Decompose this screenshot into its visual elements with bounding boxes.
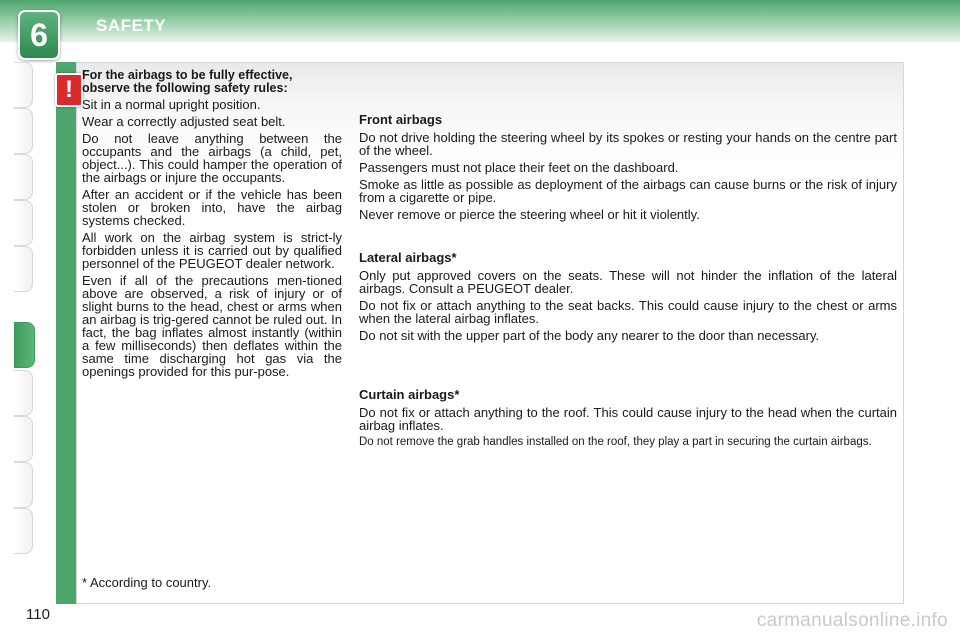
safety-rules-column xyxy=(82,69,342,382)
page-title: SAFETY xyxy=(96,16,167,35)
section-accent-strip xyxy=(56,62,76,604)
rule-paragraph: All work on the airbag system is strict-ly forbidden unless it is carried out by qualified personnel of the PEUGEOT dealer network. xyxy=(82,230,342,271)
side-tab-8[interactable] xyxy=(14,416,33,462)
rule-paragraph: After an accident or if the vehicle has been stolen or broken into, have the airbag systems checked. xyxy=(82,187,342,228)
side-tab-2[interactable] xyxy=(14,108,33,154)
front-airbags-section xyxy=(359,113,897,225)
front-airbags-paragraph: Do not drive holding the steering wheel by its spokes or resting your hands on the centre part of the wheel. xyxy=(359,130,897,158)
warning-icon: ! xyxy=(55,73,83,107)
front-airbags-paragraph: Passengers must not place their feet on the dashboard. xyxy=(359,160,679,175)
curtain-airbags-heading: Curtain airbags* xyxy=(359,387,460,402)
lateral-airbags-section xyxy=(359,251,897,346)
rule-paragraph: Wear a correctly adjusted seat belt. xyxy=(82,114,286,129)
rule-paragraph: Even if all of the precautions men-tioned above are observed, a risk of injury or of slight burns to the head, chest or arms when an airbag is trig-gered cannot be ruled out. In fact, the bag inflates almost instantly (within a few milliseconds) then deflates within the same time discharging hot gas via the openings provided for this pur-pose. xyxy=(82,273,342,379)
rule-paragraph: Sit in a normal upright position. xyxy=(82,97,261,112)
lateral-airbags-paragraph: Do not sit with the upper part of the body any nearer to the door than necessary. xyxy=(359,328,820,343)
curtain-airbags-paragraph: Do not fix or attach anything to the roof. This could cause injury to the head when the curtain airbag inflates. xyxy=(359,405,897,433)
chapter-number-badge: 6 xyxy=(18,10,60,60)
side-tab-9[interactable] xyxy=(14,462,33,508)
watermark: carmanualsonline.info xyxy=(756,610,948,631)
side-tab-7[interactable] xyxy=(14,370,33,416)
front-airbags-paragraph: Smoke as little as possible as deployment of the airbags can cause burns or the risk of injury from a cigarette or pipe. xyxy=(359,177,897,205)
curtain-airbags-paragraph: Do not remove the grab handles installed on the roof, they play a part in securing the curtain airbags. xyxy=(359,436,872,448)
side-tab-5[interactable] xyxy=(14,246,33,292)
side-tab-6-active[interactable] xyxy=(14,322,35,368)
front-airbags-paragraph: Never remove or pierce the steering wheel or hit it violently. xyxy=(359,207,700,222)
side-tab-3[interactable] xyxy=(14,154,33,200)
page-number: 110 xyxy=(26,606,50,623)
side-tab-4[interactable] xyxy=(14,200,33,246)
front-airbags-heading: Front airbags xyxy=(359,112,443,127)
lateral-airbags-heading: Lateral airbags* xyxy=(359,250,457,265)
safety-rules-heading: For the airbags to be fully effective, observe the following safety rules: xyxy=(82,68,293,95)
side-tab-1[interactable] xyxy=(14,62,33,108)
curtain-airbags-section xyxy=(359,388,897,452)
lateral-airbags-paragraph: Only put approved covers on the seats. These will not hinder the inflation of the lateral airbags. Consult a PEUGEOT dealer. xyxy=(359,268,897,296)
lateral-airbags-paragraph: Do not fix or attach anything to the seat backs. This could cause injury to the chest or arms when the lateral airbag inflates. xyxy=(359,298,897,326)
side-tab-10[interactable] xyxy=(14,508,33,554)
footnote: * According to country. xyxy=(82,575,212,590)
chapter-side-tabs xyxy=(14,62,36,578)
rule-paragraph: Do not leave anything between the occupants and the airbags (a child, pet, object...). This could hamper the operation of the airbags or injure the occupants. xyxy=(82,131,342,185)
